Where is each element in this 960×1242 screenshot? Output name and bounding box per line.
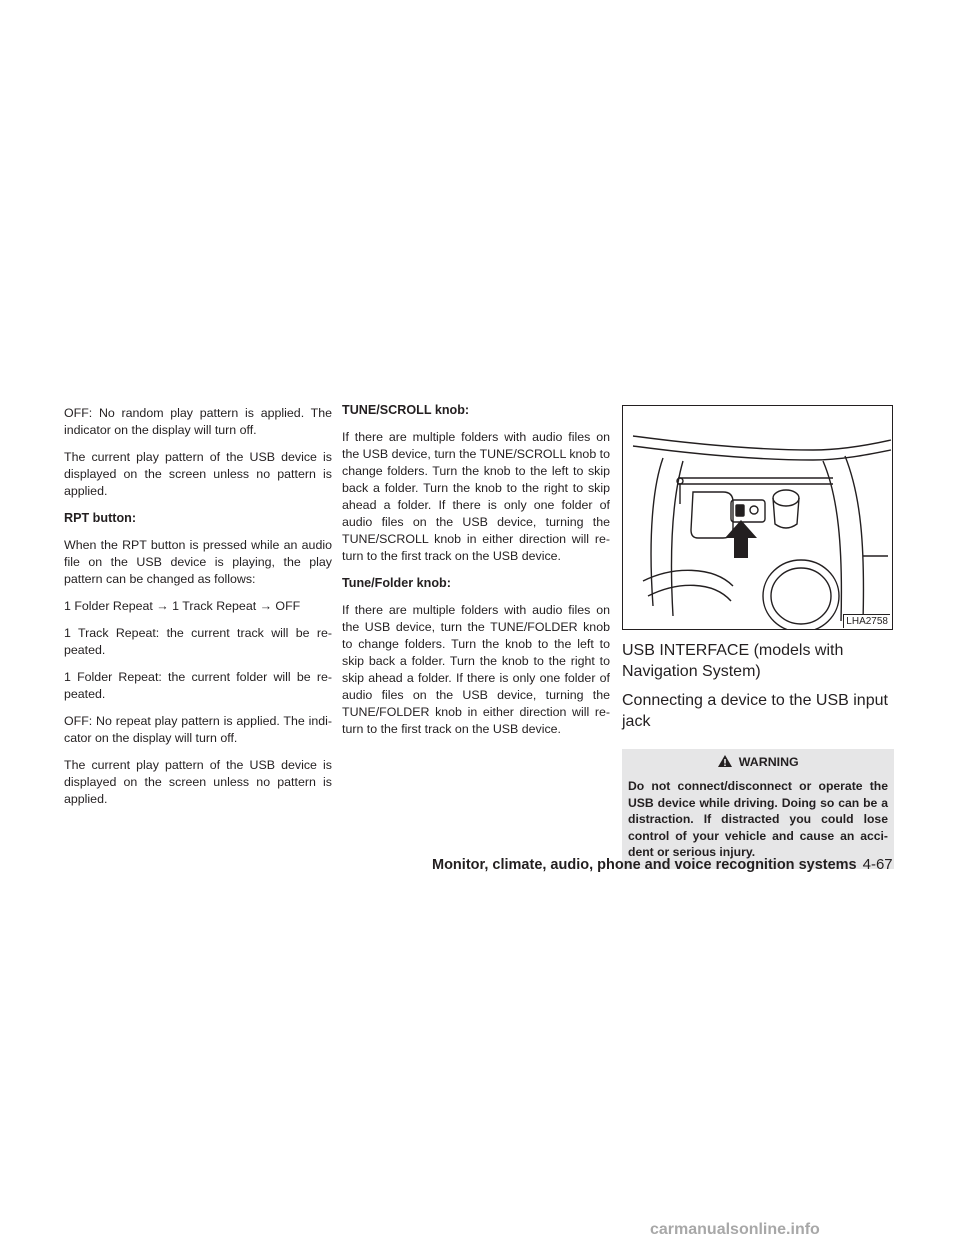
page-footer — [432, 856, 896, 873]
watermark: carmanualsonline.info — [650, 1221, 820, 1238]
paragraph: 1 Folder Repeat: the current folder will be re-peated. — [64, 670, 332, 701]
warning-icon — [717, 754, 733, 768]
section-title: USB INTERFACE (models with Navigation System) — [622, 642, 844, 680]
console-drawing — [623, 406, 892, 629]
paragraph: The current play pattern of the USB device is displayed on the screen unless no pattern is applied. — [64, 450, 332, 498]
warning-text: Do not connect/disconnect or operate the USB device while driving. Doing so can be a distraction. If distracted you could lose control of your vehicle and cause an acci-dent or serious injury. — [628, 779, 888, 859]
paragraph: OFF: No repeat play pattern is applied. The indi-cator on the display will turn off. — [64, 714, 332, 745]
usb-jack-illustration — [622, 405, 893, 630]
chapter-title: Monitor, climate, audio, phone and voice recognition systems — [432, 857, 857, 873]
paragraph: If there are multiple folders with audio files on the USB device, turn the TUNE/FOLDER knob to change folders. Turn the knob to the left to skip back a folder. Turn the knob to the right to skip ahead a folder. If there is only one folder of audio files on the USB device, turning the TUNE/FOLDER knob in either direction will re-turn to the first track on the USB device. — [342, 603, 610, 736]
rpt-button-heading: RPT button: — [64, 511, 137, 525]
warning-label: WARNING — [738, 755, 799, 769]
warning-box — [622, 749, 894, 869]
right-column — [622, 405, 894, 869]
tune-folder-heading: Tune/Folder knob: — [342, 576, 451, 590]
paragraph: When the RPT button is pressed while an audio file on the USB device is playing, the play pattern can be changed as follows: — [64, 538, 332, 586]
left-column — [64, 405, 332, 818]
paragraph: 1 Track Repeat: the current track will be re-peated. — [64, 626, 332, 657]
paragraph: OFF: No random play pattern is applied. The indicator on the display will turn off. — [64, 406, 332, 437]
page-number: 4-67 — [862, 856, 893, 873]
figure-id: LHA2758 — [843, 614, 890, 628]
paragraph: The current play pattern of the USB device is displayed on the screen unless no pattern is applied. — [64, 758, 332, 806]
middle-column — [342, 402, 610, 748]
repeat-sequence: 1 Folder Repeat → 1 Track Repeat → OFF — [64, 599, 301, 613]
paragraph: If there are multiple folders with audio files on the USB device, turn the TUNE/SCROLL knob to change folders. Turn the knob to the left to skip back a folder. Turn the knob to the right to skip ahead a folder. If there is only one folder of audio files on the USB device, turning the TUNE/SCROLL knob in either direction will re-turn to the first track on the USB device. — [342, 430, 610, 563]
tune-scroll-heading: TUNE/SCROLL knob: — [342, 403, 470, 417]
subsection-title: Connecting a device to the USB input jack — [622, 692, 888, 730]
warning-header — [628, 754, 888, 770]
